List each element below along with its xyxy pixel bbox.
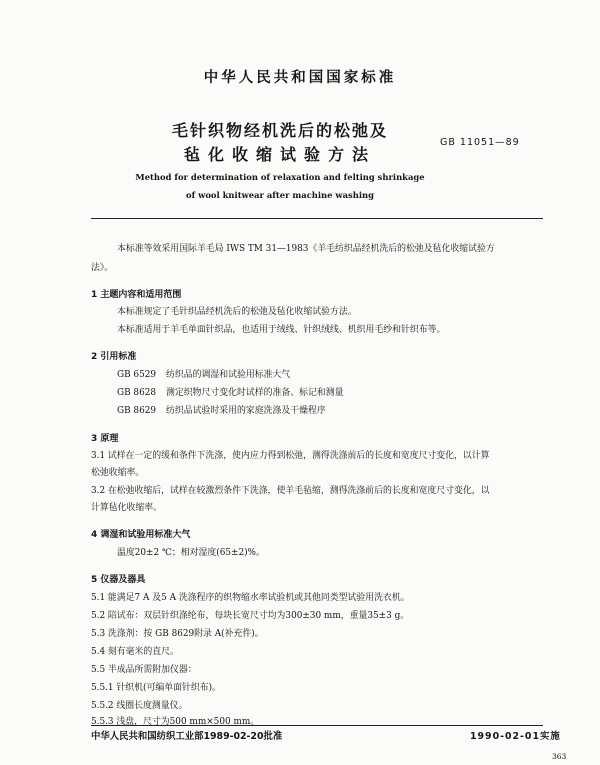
section-1-heading: 1 主题内容和适用范围 <box>91 290 182 300</box>
implementation-date: 1990-02-01实施 <box>470 731 561 742</box>
clause-3-2-line-2: 计算毡化收缩率。 <box>91 503 162 513</box>
section-1-paragraph-1: 本标准规定了毛针织品经机洗后的松弛及毡化收缩试验方法。 <box>117 307 357 317</box>
page-number: 363 <box>552 752 567 761</box>
header-rule <box>91 218 543 219</box>
section-4-heading: 4 调湿和试验用标准大气 <box>91 530 191 540</box>
reference-item <box>117 387 344 399</box>
intro-line-1: 本标准等效采用国际羊毛局 IWS TM 31—1983《羊毛纺织品经机洗后的松弛及毡化收缩试验方 <box>117 244 495 254</box>
standard-code: GB 11051—89 <box>440 137 520 148</box>
list-item: 5.3 洗涤剂：按 GB 8629附录 A(补充件)。 <box>91 629 264 639</box>
list-item: 5.2 陪试布：双层针织涤纶布，每块长宽尺寸均为300±30 mm，重量35±3 g。 <box>91 611 410 621</box>
list-item: 5.1 能满足7 A 及5 A 洗涤程序的织物缩水率试验机或其他同类型试验用洗衣机。 <box>91 593 410 603</box>
reference-code: GB 8628 <box>117 388 157 398</box>
section-5-heading: 5 仪器及器具 <box>91 575 146 585</box>
reference-item <box>117 405 326 417</box>
list-item: 5.4 刻有毫米的直尺。 <box>91 647 179 657</box>
section-2-heading: 2 引用标准 <box>91 352 137 362</box>
clause-3-2-line-1: 3.2 在松弛收缩后，试样在较激烈条件下洗涤，使羊毛毡缩，测得洗涤前后的长度和宽度尺寸变化，以 <box>91 486 490 496</box>
approval-statement: 中华人民共和国纺织工业部1989-02-20批准 <box>91 731 283 742</box>
section-3-heading: 3 原理 <box>91 434 119 444</box>
english-title-line-1: Method for determination of relaxation and felting shrinkage <box>135 172 425 182</box>
standard-type-title: 中华人民共和国国家标准 <box>203 70 397 86</box>
reference-code: GB 8629 <box>117 406 157 416</box>
footer-rule <box>91 725 543 726</box>
reference-code: GB 6529 <box>117 370 157 380</box>
list-item: 5.5.3 浅盘，尺寸为500 mm×500 mm。 <box>91 717 260 727</box>
section-4-text: 温度20±2 ℃；相对湿度(65±2)%。 <box>117 548 265 558</box>
clause-3-1-line-1: 3.1 试样在一定的缓和条件下洗涤，使内应力得到松弛，测得洗涤前后的长度和宽度尺寸变化，以计算 <box>91 451 490 461</box>
document-title-line-1: 毛针织物经机洗后的松弛及 <box>171 121 388 140</box>
english-title-line-2: of wool knitwear after machine washing <box>186 190 374 200</box>
intro-line-2: 法》。 <box>91 263 114 273</box>
list-item: 5.5.1 针织机(可编单面针织布)。 <box>91 683 221 693</box>
document-title-line-2: 毡化收缩试验方法 <box>183 145 376 164</box>
reference-item <box>117 369 290 381</box>
reference-title: 测定织物尺寸变化时试样的准备、标记和测量 <box>166 388 344 398</box>
reference-title: 纺织品的调湿和试验用标准大气 <box>166 370 291 380</box>
clause-3-1-line-2: 松弛收缩率。 <box>91 468 145 478</box>
list-item: 5.5 半成品所需附加仪器： <box>91 665 197 675</box>
section-1-paragraph-2: 本标准适用于羊毛单面针织品，也适用于绒线、针织绒线、机织用毛纱和针织布等。 <box>117 325 446 335</box>
reference-title: 纺织品试验时采用的家庭洗涤及干燥程序 <box>166 406 326 416</box>
list-item: 5.5.2 线圈长度测量仪。 <box>91 701 188 711</box>
